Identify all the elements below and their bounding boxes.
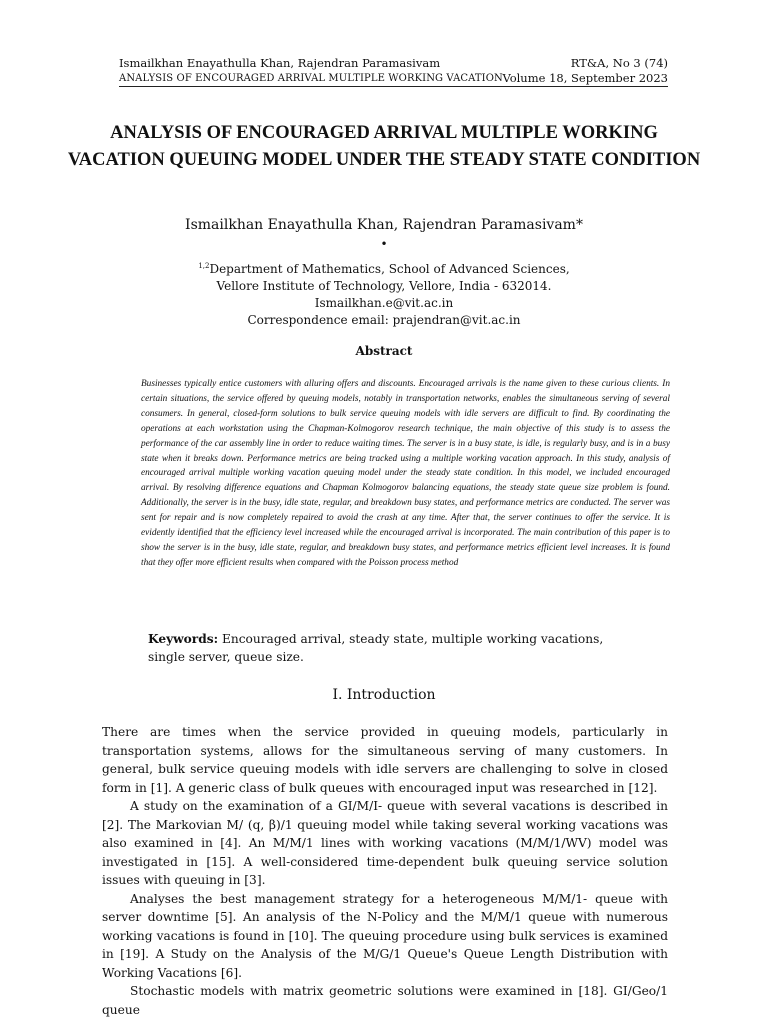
introduction-body [102,723,668,1019]
running-header [119,56,668,87]
header-journal: RT&A, No 3 (74) [570,56,668,70]
header-authors: Ismailkhan Enayathulla Khan, Rajendran Paramasivam [119,56,441,70]
paper-authors: Ismailkhan Enayathulla Khan, Rajendran Paramasivam* [185,217,583,233]
paragraph: Analyses the best management strategy for a heterogeneous M/M/1- queue with server downtime [5]. An analysis of the N-Policy and the M/M/1 queue with numerous working vacations is found in [10]. The queuing procedure using bulk services is examined in [19]. A Study on the Analysis of the M/G/1 Queue's Queue Length Distribution with Working Vacations [6]. [102,891,668,980]
section-heading-introduction: I. Introduction [332,687,436,703]
affiliation-line-1 [0,258,768,278]
keywords-label: Keywords: [148,632,219,646]
affiliation-department: Department of Mathematics, School of Advanced Sciences, [209,262,570,276]
paragraph: Stochastic models with matrix geometric solutions were examined in [18]. GI/Geo/1 queue [102,984,668,1017]
running-header-right [502,56,668,86]
affiliation-superscript: 1,2 [198,262,210,270]
affiliation-line-2: Vellore Institute of Technology, Vellore, India - 632014. [216,279,552,293]
paragraph: A study on the examination of a GI/M/I- queue with several vacations is described in [2]. The Markovian M/ (q, β)/1 queuing model while taking several working vacations was also examined in [4]. An M/M/1 lines with working vacations (M/M/1/WV) model was investigated in [15]. A well-considered time-dependent bulk queuing service solution issues with queuing in [3]. [102,799,668,887]
paper-title: ANALYSIS OF ENCOURAGED ARRIVAL MULTIPLE WORKING VACATION QUEUING MODEL UNDER THE STEADY STATE CONDITION [67,123,701,170]
header-short-title: ANALYSIS OF ENCOURAGED ARRIVAL MULTIPLE WORKING VACATION [119,73,503,84]
abstract-heading: Abstract [355,344,413,358]
affiliation-block [0,258,768,329]
abstract-text: Businesses typically entice customers with alluring offers and discounts. Encouraged arrivals is the name given to these curious clients. In certain situations, the service offered by queuing models, notably in transportation networks, enables the simultaneous serving of several consumers. In general, closed-form solutions to bulk service queuing models with idle servers are difficult to find. By coordinating the operations at each workstation using the Chapman-Kolmogorov research technique, the main objective of this study is to assess the performance of the car assembly line in order to reduce waiting times. The server is in a busy state, is idle, is regularly busy, and is in a busy state when it breaks down. Performance metrics are being tracked using a multiple working vacation approach. In this study, analysis of encouraged arrival multiple working vacation queuing model under the steady state condition. In this model, we included encouraged arrival. By resolving difference equations and Chapman Kolmogorov balancing equations, the steady state queue size problem is found. Additionally, the server is in the busy, idle state, regular, and breakdown busy states, and performance metrics are conducted. The server was sent for repair and is now completely repaired to avoid the crash at any time. After that, the server continues to offer the service. It is evidently identified that the efficiency level increased while the encouraged arrival is incorporated. The main contribution of this paper is to show the server is in the busy, idle state, regular, and breakdown busy states, and performance metrics efficient level increases. It is found that they offer more efficient results when compared with the Poisson process method [141,379,670,568]
header-volume: Volume 18, September 2023 [502,71,668,85]
running-header-left [119,56,503,86]
paragraph: There are times when the service provided in queuing models, particularly in transportation systems, allows for the simultaneous serving of many customers. In general, bulk service queuing models with idle servers are challenging to solve in closed form in [1]. A generic class of bulk queues with encouraged input was researched in [12]. [102,725,668,795]
keywords-block [148,630,628,666]
author-bullet: • [380,237,388,251]
author-email[interactable]: Ismailkhan.e@vit.ac.in [314,296,454,310]
keywords-list: Encouraged arrival, steady state, multiple working vacations, single server, queue size. [148,632,604,664]
correspondence-email[interactable]: Correspondence email: prajendran@vit.ac.in [247,313,521,327]
